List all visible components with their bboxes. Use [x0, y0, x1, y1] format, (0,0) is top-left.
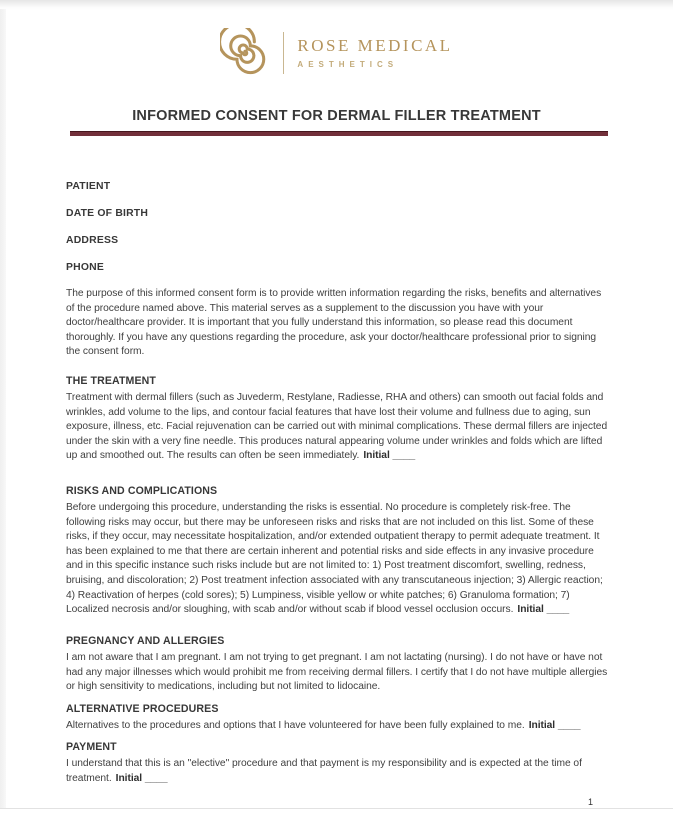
- page-title: INFORMED CONSENT FOR DERMAL FILLER TREATMENT: [132, 108, 541, 124]
- section-risks-and-complications: [66, 485, 612, 618]
- brand-logo: [0, 27, 673, 79]
- initial-blank[interactable]: Initial ____: [528, 720, 581, 731]
- section-body: Alternatives to the procedures and options that I have volunteered for have been fully explained to me.: [66, 720, 525, 731]
- initial-blank[interactable]: Initial ____: [517, 604, 570, 616]
- intro-paragraph: The purpose of this informed consent form is to provide written information regarding the risks, benefits and alternatives of the procedure named above. This material serves as a supplement to the discussion you have with your doctor/healthcare provider. It is important that you fully understand this information, so please read this document thoroughly. If you have any questions regarding the procedure, ask your doctor/healthcare professional prior to signing the consent form.: [66, 288, 602, 358]
- patient-info-fields: [66, 181, 366, 289]
- section-pregnancy-and-allergies: [66, 635, 612, 695]
- field-address[interactable]: ADDRESS: [66, 235, 119, 246]
- page-bottom-rule: [0, 808, 673, 809]
- section-heading: ALTERNATIVE PROCEDURES: [66, 703, 219, 715]
- field-date-of-birth[interactable]: DATE OF BIRTH: [66, 208, 149, 219]
- logo-text: [297, 36, 452, 71]
- page-left-edge: [0, 9, 6, 808]
- section-alternative-procedures: [66, 703, 612, 734]
- initial-blank[interactable]: Initial ____: [115, 772, 168, 784]
- section-heading: RISKS AND COMPLICATIONS: [66, 485, 218, 497]
- field-patient[interactable]: PATIENT: [66, 181, 111, 192]
- section-body: Treatment with dermal fillers (such as Juvederm, Restylane, Radiesse, RHA and others) can smooth out facial folds and wrinkles, add volume to the lips, and contour facial features that have lost their volume and fullness due to aging, sun exposure, illness, etc. Facial rejuvenation can be carried out with minimal complications. These dermal fillers are injected under the skin with a very fine needle. This produces natural appearing volume under wrinkles and folds which are lifted up and smoothed out. The results can often be seen immediately.: [66, 392, 608, 462]
- rose-spiral-icon: [220, 28, 270, 78]
- initial-blank[interactable]: Initial ____: [363, 450, 416, 462]
- logo-divider: [283, 32, 284, 74]
- section-body: I understand that this is an "elective" procedure and that payment is my responsibility and is expected at the time of treatment.: [66, 758, 582, 784]
- section-heading: THE TREATMENT: [66, 375, 156, 387]
- section-heading: PREGNANCY AND ALLERGIES: [66, 635, 225, 647]
- section-payment: [66, 741, 612, 786]
- brand-name: ROSE MEDICAL: [297, 35, 453, 55]
- section-heading: PAYMENT: [66, 741, 117, 753]
- title-rule: [70, 131, 608, 136]
- section-body: I am not aware that I am pregnant. I am not trying to get pregnant. I am not lactating (nursing). I do not have or have not had any major illnesses which would prohibit me from receiving dermal fillers. I certify that I do not have multiple allergies or high sensitivity to medications, including but not limited to lidocaine.: [66, 652, 608, 693]
- page-number: 1: [588, 797, 594, 807]
- section-the-treatment: [66, 375, 612, 464]
- page-top-shadow: [0, 0, 673, 10]
- field-phone[interactable]: PHONE: [66, 262, 104, 273]
- section-body: Before undergoing this procedure, understanding the risks is essential. No procedure is completely risk-free. The following risks may occur, but there may be unforeseen risks and risks that are not included on this list. Some of these risks, if they occur, may necessitate hospitalization, and/or extended outpatient therapy to permit adequate treatment. It has been explained to me that there are certain inherent and potential risks and side effects in any invasive procedure and in this specific instance such risks include but are not limited to: 1) Post treatment discomfort, swelling, redness, bruising, and discoloration; 2) Post treatment infection associated with any transcutaneous injection; 3) Allergic reaction; 4) Reactivation of herpes (cold sores); 5) Lumpiness, visible yellow or white patches; 6) Granuloma formation; 7) Localized necrosis and/or sloughing, with scab and/or without scab if blood vessel occlusion occurs.: [66, 502, 603, 616]
- brand-tagline: AESTHETICS: [297, 59, 399, 69]
